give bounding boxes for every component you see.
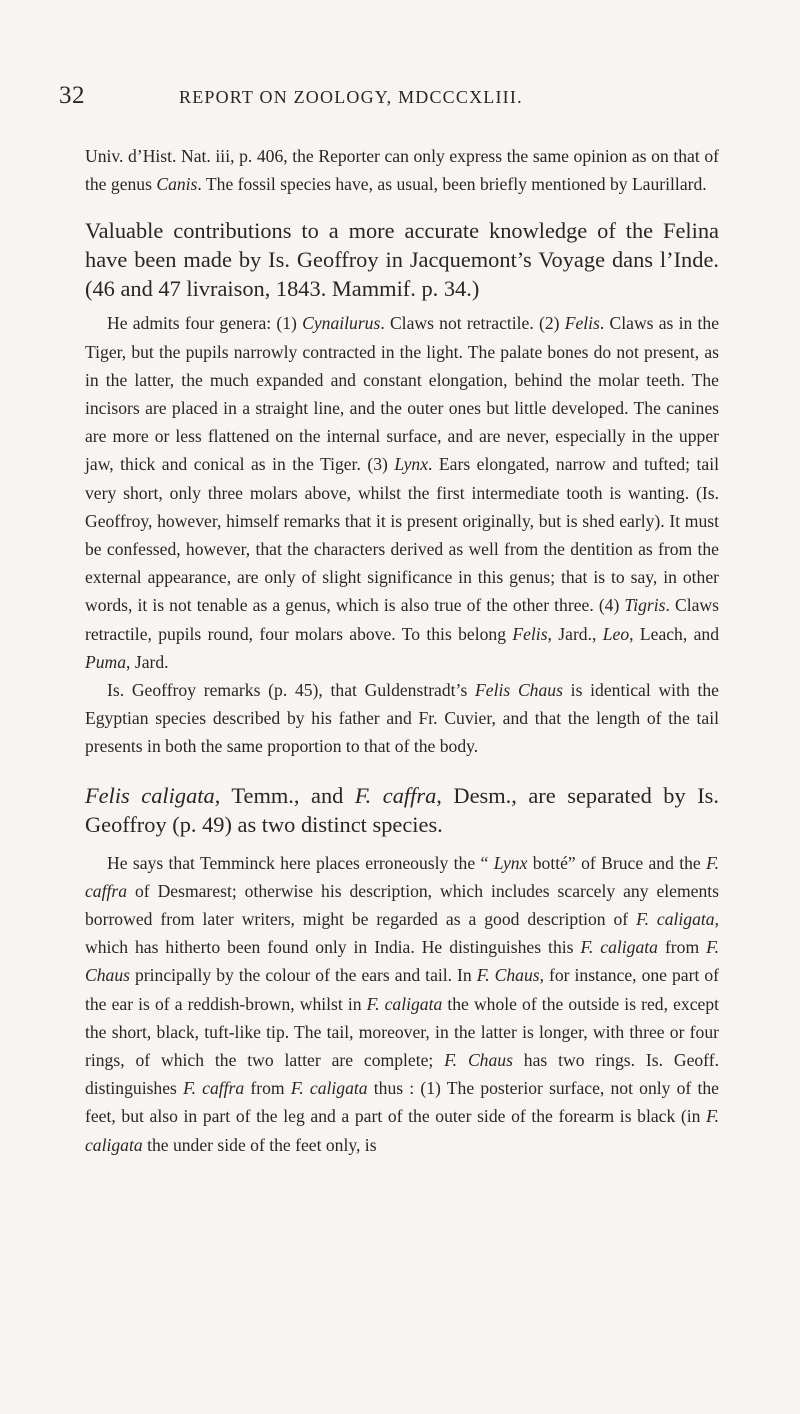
- paragraph-2: He admits four genera: (1) Cynailurus. Claws not retractile. (2) Felis. Claws as in the Tiger, but the pupils narrowly contracted in the light. The palate bones do not present, as in the latter, the much expanded and constant elongation, behind the molar teeth. The incisors are placed in a straight line, and the outer ones but little developed. The canines are more or less flattened on the internal surface, and are never, especially in the upper jaw, thick and conical as in the Tiger. (3) Lynx. Ears elongated, narrow and tufted; tail very short, only three molars above, whilst the first intermediate tooth is wanting. (Is. Geoffroy, however, himself remarks that it is present originally, but is shed early). It must be confessed, however, that the characters derived as well from the dentition as from the external appearance, are only of slight significance in this genus; that is to say, in other words, it is not tenable as a genus, which is also true of the other three. (4) Tigris. Claws retractile, pupils round, four molars above. To this belong Felis, Jard., Leo, Leach, and Puma, Jard.: [85, 313, 720, 672]
- paragraph-1: Univ. d’Hist. Nat. iii, p. 406, the Reporter can only express the same opinion as on that of the genus Canis. The fossil species have, as usual, been briefly mentioned by Laurillard.: [85, 146, 719, 195]
- page-number: 32: [59, 82, 85, 109]
- running-head: REPORT ON ZOOLOGY, MDCCCXLIII.: [179, 87, 523, 107]
- paragraph-4: He says that Temminck here places erroneously the “ Lynx botté” of Bruce and the F. caffra of Desmarest; otherwise his description, which includes scarcely any elements borrowed from later writers, might be regarded as a good description of F. caligata, which has hitherto been found only in India. He distinguishes this F. caligata from F. Chaus principally by the colour of the ears and tail. In F. Chaus, for instance, one part of the ear is of a reddish-brown, whilst in F. caligata the whole of the outside is red, except the short, black, tuft-like tip. The tail, moreover, in the latter is longer, with three or four rings, of which the two latter are complete; F. Chaus has two rings. Is. Geoff. distinguishes F. caffra from F. caligata thus : (1) The posterior surface, not only of the feet, but also in part of the leg and a part of the outer side of the forearm is black (in F. caligata the under side of the feet only, is: [85, 852, 720, 1155]
- paragraph-3: Is. Geoffroy remarks (p. 45), that Guldenstradt’s Felis Chaus is identical with the Egyptian species described by his father and Fr. Cuvier, and that the length of the tail presents in both the same proportion to that of the body.: [85, 680, 719, 757]
- summary-heading-1: Valuable contributions to a more accurate knowledge of the Felina have been made by Is. Geoffroy in Jacquemont’s Voyage dans l’Inde. (46 and 47 livraison, 1843. Mammif. p. 34.): [85, 218, 719, 302]
- page-body: [85, 142, 719, 1159]
- page-header: [59, 82, 719, 112]
- summary-heading-2: Felis caligata, Temm., and F. caffra, Desm., are separated by Is. Geoffroy (p. 49) as two distinct species.: [85, 782, 719, 837]
